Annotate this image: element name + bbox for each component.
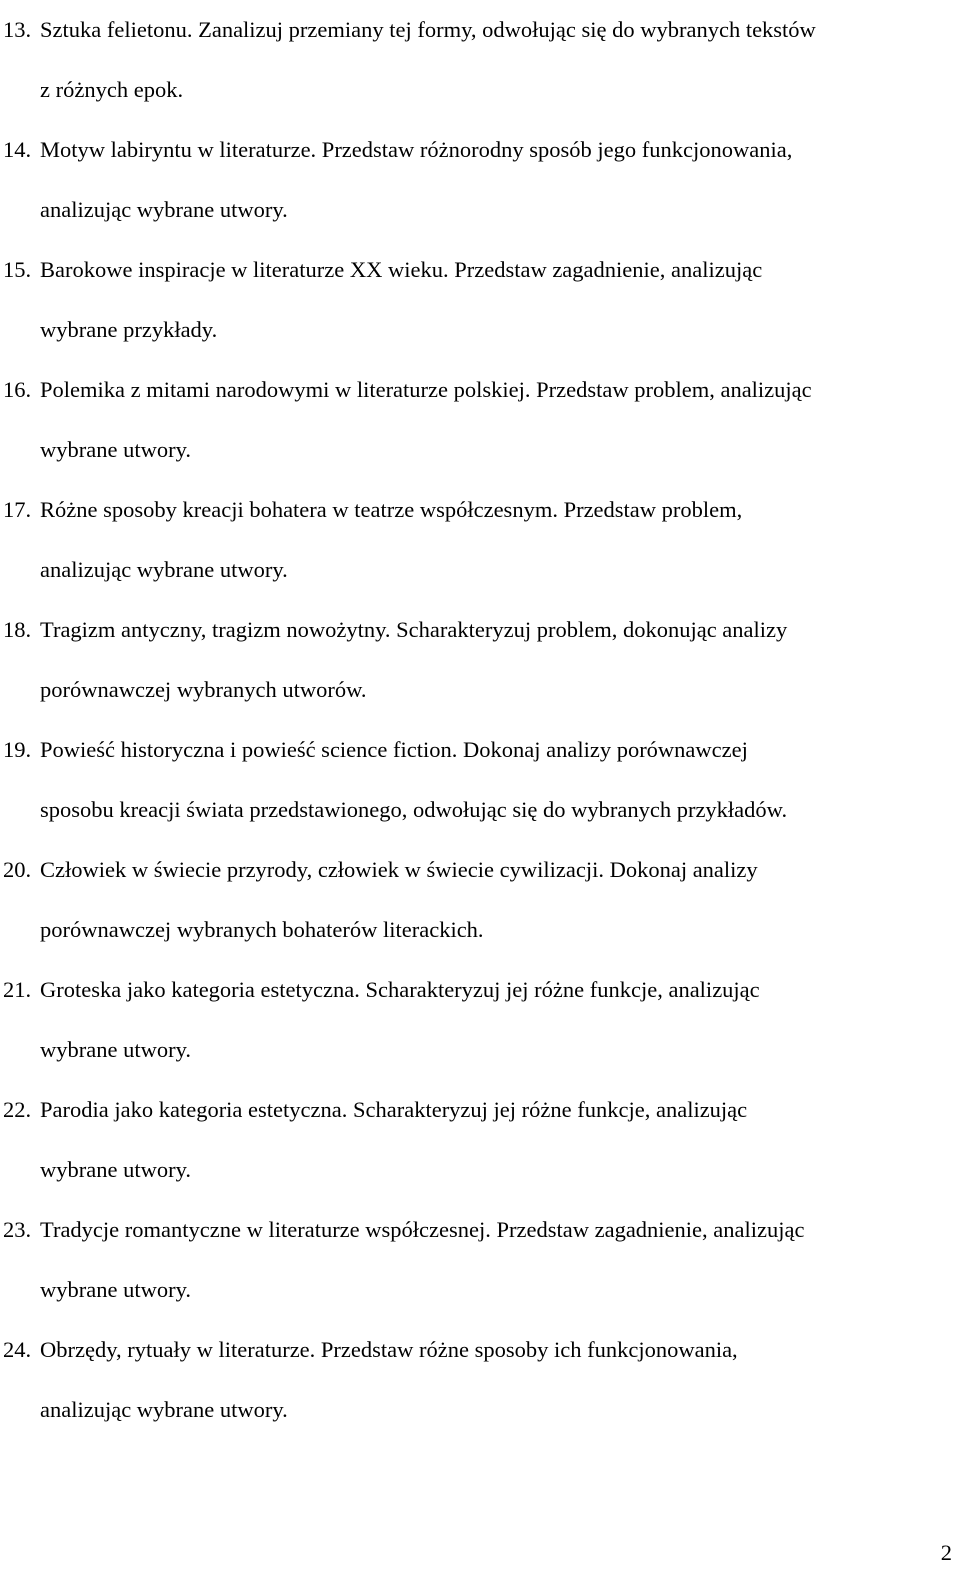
topic-number: 13. — [3, 17, 32, 42]
topic-item-19 — [0, 720, 960, 840]
topic-text-line-2: porównawczej wybranych bohaterów literackich. — [40, 917, 484, 942]
topic-item-17 — [0, 480, 960, 600]
topic-text-line-2: analizując wybrane utwory. — [40, 557, 288, 582]
topic-text-line-1: Powieść historyczna i powieść science fiction. Dokonaj analizy porównawczej — [40, 737, 748, 762]
topic-text-line-2: wybrane utwory. — [40, 437, 191, 462]
topic-text-line-1: Groteska jako kategoria estetyczna. Scharakteryzuj jej różne funkcje, analizując — [40, 977, 760, 1002]
topic-item-23 — [0, 1200, 960, 1320]
topic-item-16 — [0, 360, 960, 480]
topic-number: 14. — [3, 137, 32, 162]
topic-text-line-1: Sztuka felietonu. Zanalizuj przemiany tej formy, odwołując się do wybranych tekstów — [40, 17, 816, 42]
topic-text-line-1: Różne sposoby kreacji bohatera w teatrze współczesnym. Przedstaw problem, — [40, 497, 743, 522]
topic-text-line-2: wybrane utwory. — [40, 1037, 191, 1062]
topic-number: 22. — [3, 1097, 32, 1122]
topic-item-18 — [0, 600, 960, 720]
topic-text-line-2: wybrane utwory. — [40, 1277, 191, 1302]
page-number: 2 — [940, 1540, 952, 1565]
topic-text-line-1: Człowiek w świecie przyrody, człowiek w świecie cywilizacji. Dokonaj analizy — [40, 857, 758, 882]
topic-text-line-2: z różnych epok. — [40, 77, 184, 102]
topic-item-20 — [0, 840, 960, 960]
topic-text-line-2: sposobu kreacji świata przedstawionego, odwołując się do wybranych przykładów. — [40, 797, 788, 822]
topic-number: 24. — [3, 1337, 32, 1362]
topic-text-line-1: Parodia jako kategoria estetyczna. Scharakteryzuj jej różne funkcje, analizując — [40, 1097, 748, 1122]
topic-text-line-1: Polemika z mitami narodowymi w literaturze polskiej. Przedstaw problem, analizując — [40, 377, 812, 402]
topic-number: 21. — [3, 977, 32, 1002]
topic-number: 18. — [3, 617, 32, 642]
topic-number: 20. — [3, 857, 32, 882]
topic-number: 23. — [3, 1217, 32, 1242]
topic-number: 17. — [3, 497, 32, 522]
topic-number: 15. — [3, 257, 32, 282]
topic-item-24 — [0, 1320, 960, 1440]
topic-item-15 — [0, 240, 960, 360]
topic-number: 19. — [3, 737, 32, 762]
topic-text-line-1: Barokowe inspiracje w literaturze XX wieku. Przedstaw zagadnienie, analizując — [40, 257, 763, 282]
topic-text-line-2: analizując wybrane utwory. — [40, 197, 288, 222]
topic-number: 16. — [3, 377, 32, 402]
topic-item-21 — [0, 960, 960, 1080]
topic-text-line-1: Tragizm antyczny, tragizm nowożytny. Scharakteryzuj problem, dokonując analizy — [40, 617, 788, 642]
topic-text-line-2: wybrane przykłady. — [40, 317, 218, 342]
topic-text-line-1: Motyw labiryntu w literaturze. Przedstaw różnorodny sposób jego funkcjonowania, — [40, 137, 793, 162]
topic-text-line-2: wybrane utwory. — [40, 1157, 191, 1182]
topic-item-22 — [0, 1080, 960, 1200]
topic-item-14 — [0, 120, 960, 240]
topic-item-13 — [0, 0, 960, 120]
topic-text-line-2: analizując wybrane utwory. — [40, 1397, 288, 1422]
topic-text-line-1: Obrzędy, rytuały w literaturze. Przedstaw różne sposoby ich funkcjonowania, — [40, 1337, 738, 1362]
topic-text-line-1: Tradycje romantyczne w literaturze współczesnej. Przedstaw zagadnienie, analizując — [40, 1217, 805, 1242]
topic-text-line-2: porównawczej wybranych utworów. — [40, 677, 367, 702]
